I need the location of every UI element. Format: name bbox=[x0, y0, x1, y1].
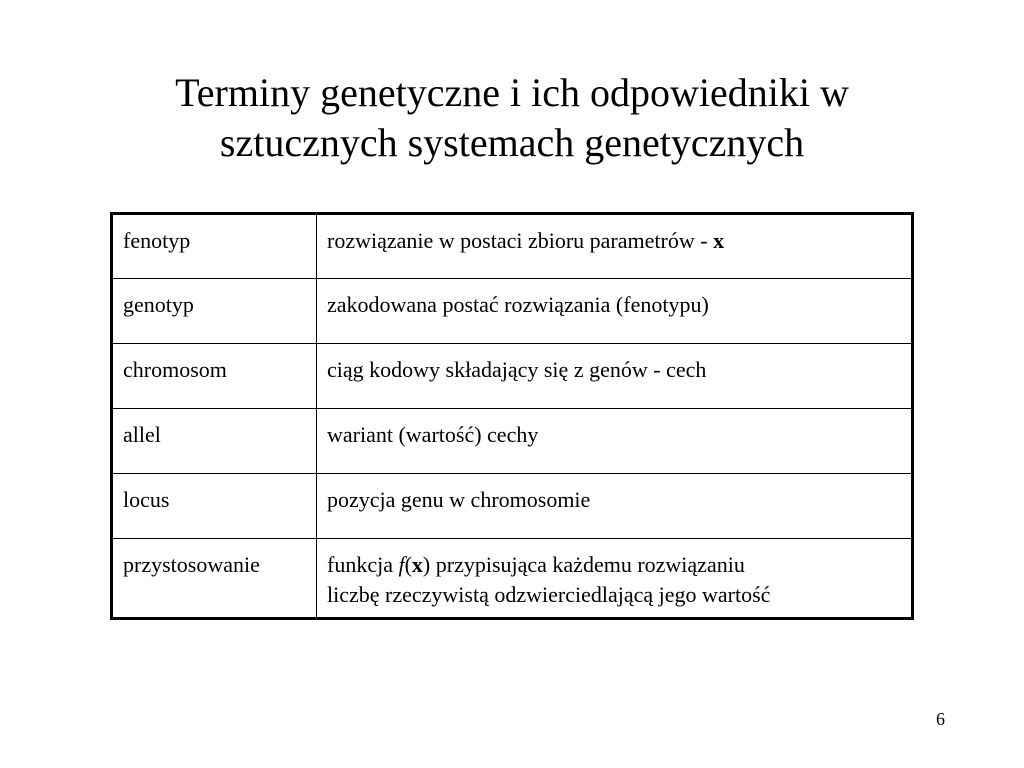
table-row bbox=[112, 344, 913, 409]
term-cell: locus bbox=[112, 474, 317, 539]
definition-cell: wariant (wartość) cechy bbox=[317, 409, 913, 474]
terms-table bbox=[110, 212, 914, 620]
term-cell: fenotyp bbox=[112, 214, 317, 279]
term-cell: przystosowanie bbox=[112, 539, 317, 619]
slide-title-line-2: sztucznych systemach genetycznych bbox=[219, 120, 805, 165]
definition-cell: zakodowana postać rozwiązania (fenotypu) bbox=[317, 279, 913, 344]
definition-text: ) przypisująca każdemu rozwiązaniu bbox=[422, 552, 745, 577]
table-row bbox=[112, 279, 913, 344]
term-cell: chromosom bbox=[112, 344, 317, 409]
paren-open: ( bbox=[404, 552, 412, 577]
definition-text: funkcja bbox=[327, 552, 399, 577]
slide-title bbox=[40, 68, 984, 168]
table-row bbox=[112, 539, 913, 619]
definition-cell bbox=[317, 214, 913, 279]
table-row bbox=[112, 409, 913, 474]
definition-line-2: liczbę rzeczywistą odzwierciedlającą jego wartość bbox=[327, 582, 771, 607]
function-f: f bbox=[398, 552, 405, 577]
term-cell: allel bbox=[112, 409, 317, 474]
definition-cell: ciąg kodowy składający się z genów - cech bbox=[317, 344, 913, 409]
page-number: 6 bbox=[936, 709, 945, 729]
table-row bbox=[112, 214, 913, 279]
definition-text: rozwiązanie w postaci zbioru parametrów - bbox=[327, 228, 714, 253]
definition-cell bbox=[317, 539, 913, 619]
table-row bbox=[112, 474, 913, 539]
definition-line-1 bbox=[327, 550, 903, 580]
variable-x: x bbox=[411, 552, 423, 577]
definition-cell: pozycja genu w chromosomie bbox=[317, 474, 913, 539]
slide-title-line-1: Terminy genetyczne i ich odpowiedniki w bbox=[175, 70, 849, 115]
term-cell: genotyp bbox=[112, 279, 317, 344]
variable-x: x bbox=[713, 228, 725, 253]
